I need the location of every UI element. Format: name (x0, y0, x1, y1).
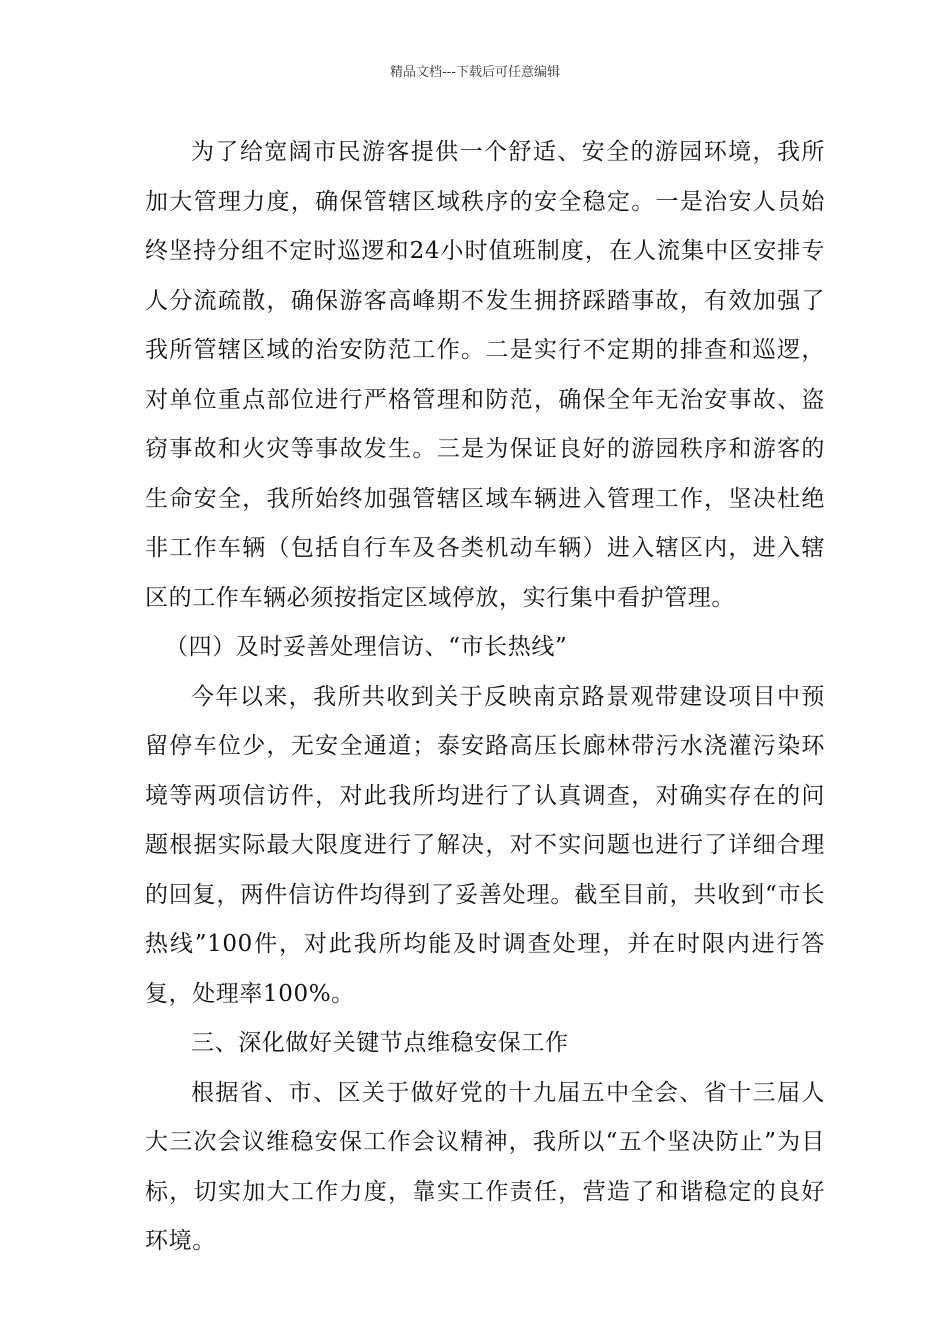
paragraph-security-management: 为了给宽阔市民游客提供一个舒适、安全的游园环境，我所加大管理力度，确保管辖区域秩序的安全稳定。一是治安人员始终坚持分组不定时巡逻和24小时值班制度，在人流集中区安排专人分流疏散，确保游客高峰期不发生拥挤踩踏事故，有效加强了我所管辖区域的治安防范工作。二是实行不定期的排查和巡逻，对单位重点部位进行严格管理和防范，确保全年无治安事故、盗窃事故和火灾等事故发生。三是为保证良好的游园秩序和游客的生命安全，我所始终加强管辖区域车辆进入管理工作，坚决杜绝非工作车辆（包括自行车及各类机动车辆）进入辖区内，进入辖区的工作车辆必须按指定区域停放，实行集中看护管理。 (145, 139, 825, 611)
document-body (145, 128, 825, 1267)
page-header: 精品文档---下载后可任意编辑 (389, 65, 561, 80)
paragraph-petitions: 今年以来，我所共收到关于反映南京路景观带建设项目中预留停车位少，无安全通道；泰安路高压长廊林带污水浇灌污染环境等两项信访件，对此我所均进行了认真调查，对确实存在的问题根据实际最大限度进行了解决，对不实问题也进行了详细合理的回复，两件信访件均得到了妥善处理。截至目前，共收到“市长热线”100件，对此我所均能及时调查处理，并在时限内进行答复，处理率100%。 (145, 683, 825, 1007)
heading-section-three: 三、深化做好关键节点维稳安保工作 (191, 1030, 569, 1056)
paragraph-stability: 根据省、市、区关于做好党的十九届五中全会、省十三届人大三次会议维稳安保工作会议精神，我所以“五个坚决防止”为目标，切实加大工作力度，靠实工作责任，营造了和谐稳定的良好环境。 (145, 1079, 825, 1254)
subheading-petitions-hotline: （四）及时妥善处理信访、“市长热线” (165, 634, 568, 660)
